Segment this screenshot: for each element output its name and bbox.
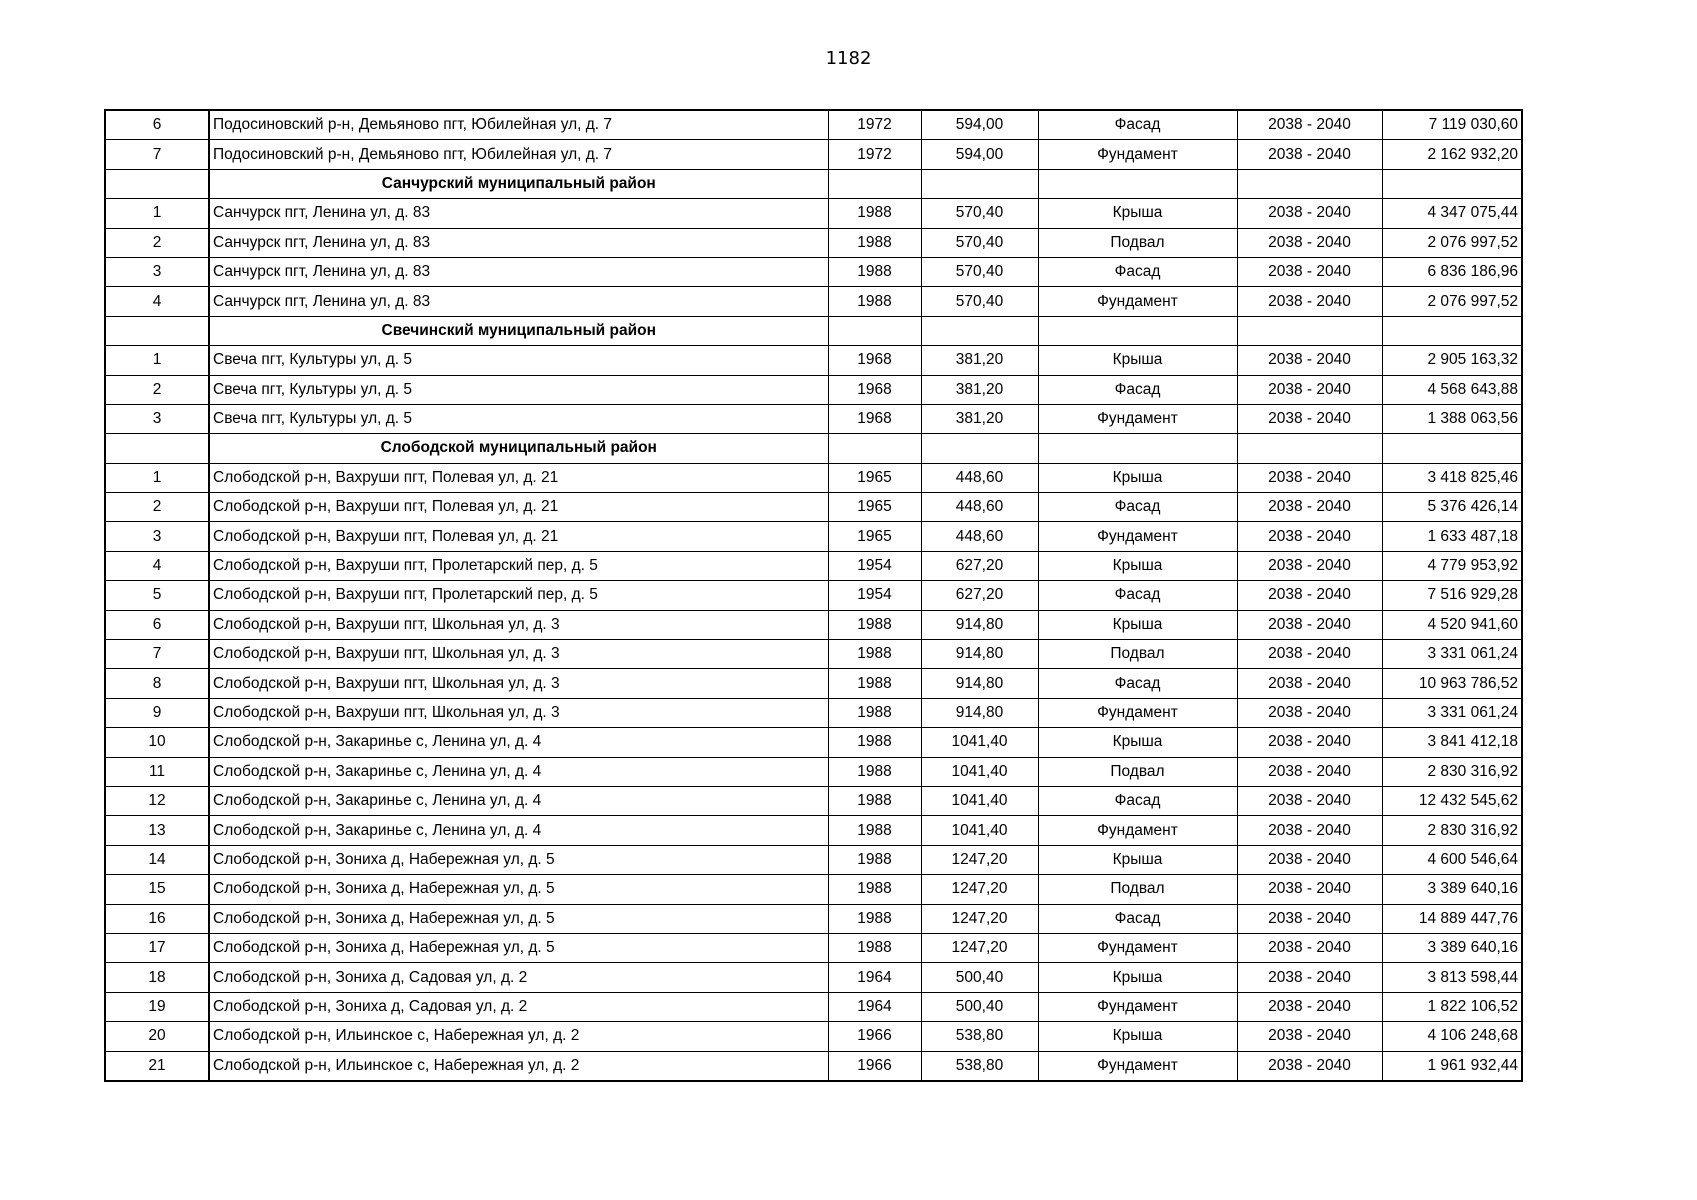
- area-cell: 570,40: [921, 257, 1038, 286]
- cost-cell: 4 520 941,60: [1382, 610, 1522, 639]
- table-row: [105, 1022, 1522, 1051]
- period-cell: 2038 - 2040: [1237, 1022, 1382, 1051]
- address-cell: Слободской р-н, Зониха д, Садовая ул, д. 2: [209, 992, 828, 1021]
- table-row: [105, 375, 1522, 404]
- cost-cell: 3 331 061,24: [1382, 640, 1522, 669]
- table-row: [105, 963, 1522, 992]
- district-header-row: [105, 316, 1522, 345]
- work-type-cell: Фундамент: [1038, 287, 1237, 316]
- area-cell: 1247,20: [921, 845, 1038, 874]
- area-cell: 500,40: [921, 963, 1038, 992]
- area-cell: 1041,40: [921, 757, 1038, 786]
- work-type-cell: Фасад: [1038, 904, 1237, 933]
- row-number-cell: 6: [105, 610, 209, 639]
- table-row: [105, 257, 1522, 286]
- work-type-cell: Фасад: [1038, 375, 1237, 404]
- table-row: [105, 728, 1522, 757]
- address-cell: Слободской р-н, Закаринье с, Ленина ул, д. 4: [209, 786, 828, 815]
- row-number-cell: 7: [105, 140, 209, 169]
- period-cell: 2038 - 2040: [1237, 933, 1382, 962]
- row-number-cell: [105, 169, 209, 198]
- year-cell: 1988: [828, 287, 921, 316]
- cost-cell: 7 119 030,60: [1382, 110, 1522, 140]
- cost-cell: 4 600 546,64: [1382, 845, 1522, 874]
- period-cell: 2038 - 2040: [1237, 404, 1382, 433]
- year-cell: 1988: [828, 786, 921, 815]
- address-cell: Слободской р-н, Вахруши пгт, Школьная ул, д. 3: [209, 640, 828, 669]
- period-cell: [1237, 434, 1382, 463]
- cost-cell: 2 830 316,92: [1382, 816, 1522, 845]
- address-cell: Слободской р-н, Закаринье с, Ленина ул, д. 4: [209, 728, 828, 757]
- table-row: [105, 640, 1522, 669]
- year-cell: 1988: [828, 257, 921, 286]
- row-number-cell: 1: [105, 463, 209, 492]
- cost-cell: 1 961 932,44: [1382, 1051, 1522, 1081]
- table-row: [105, 786, 1522, 815]
- table-row: [105, 875, 1522, 904]
- table-row: [105, 845, 1522, 874]
- area-cell: 594,00: [921, 140, 1038, 169]
- cost-cell: [1382, 169, 1522, 198]
- address-cell: Слободской р-н, Зониха д, Набережная ул, д. 5: [209, 904, 828, 933]
- row-number-cell: 3: [105, 257, 209, 286]
- period-cell: 2038 - 2040: [1237, 581, 1382, 610]
- address-cell: Подосиновский р-н, Демьяново пгт, Юбилейная ул, д. 7: [209, 140, 828, 169]
- work-type-cell: Подвал: [1038, 875, 1237, 904]
- address-cell: Слободской р-н, Вахруши пгт, Полевая ул, д. 21: [209, 522, 828, 551]
- period-cell: 2038 - 2040: [1237, 698, 1382, 727]
- year-cell: 1968: [828, 375, 921, 404]
- work-type-cell: Подвал: [1038, 228, 1237, 257]
- table-row: [105, 287, 1522, 316]
- table-row: [105, 522, 1522, 551]
- period-cell: 2038 - 2040: [1237, 992, 1382, 1021]
- row-number-cell: 8: [105, 669, 209, 698]
- work-type-cell: Фасад: [1038, 493, 1237, 522]
- address-cell: Слободской р-н, Зониха д, Набережная ул, д. 5: [209, 875, 828, 904]
- row-number-cell: 21: [105, 1051, 209, 1081]
- address-cell: Слободской р-н, Ильинское с, Набережная ул, д. 2: [209, 1051, 828, 1081]
- area-cell: 1041,40: [921, 816, 1038, 845]
- work-type-cell: Крыша: [1038, 728, 1237, 757]
- address-cell: Санчурск пгт, Ленина ул, д. 83: [209, 257, 828, 286]
- cost-cell: [1382, 434, 1522, 463]
- area-cell: 381,20: [921, 404, 1038, 433]
- address-cell: Свеча пгт, Культуры ул, д. 5: [209, 346, 828, 375]
- table-row: [105, 404, 1522, 433]
- work-type-cell: Крыша: [1038, 346, 1237, 375]
- area-cell: 1247,20: [921, 875, 1038, 904]
- period-cell: 2038 - 2040: [1237, 140, 1382, 169]
- address-cell: Слободской р-н, Закаринье с, Ленина ул, д. 4: [209, 757, 828, 786]
- area-cell: 381,20: [921, 375, 1038, 404]
- work-type-cell: Крыша: [1038, 463, 1237, 492]
- cost-cell: 1 822 106,52: [1382, 992, 1522, 1021]
- address-cell: Слободской р-н, Зониха д, Набережная ул, д. 5: [209, 933, 828, 962]
- address-cell: Слободской р-н, Ильинское с, Набережная ул, д. 2: [209, 1022, 828, 1051]
- table-row: [105, 463, 1522, 492]
- period-cell: 2038 - 2040: [1237, 375, 1382, 404]
- area-cell: 914,80: [921, 698, 1038, 727]
- cost-cell: 4 779 953,92: [1382, 551, 1522, 580]
- year-cell: 1988: [828, 933, 921, 962]
- table-row: [105, 581, 1522, 610]
- district-title: Свечинский муниципальный район: [209, 316, 828, 345]
- period-cell: [1237, 169, 1382, 198]
- period-cell: 2038 - 2040: [1237, 640, 1382, 669]
- table-row: [105, 1051, 1522, 1081]
- cost-cell: 2 076 997,52: [1382, 228, 1522, 257]
- district-title: Санчурский муниципальный район: [209, 169, 828, 198]
- repair-schedule-table: [104, 109, 1523, 1082]
- district-header-row: [105, 169, 1522, 198]
- year-cell: 1954: [828, 581, 921, 610]
- year-cell: 1988: [828, 669, 921, 698]
- work-type-cell: Фундамент: [1038, 816, 1237, 845]
- period-cell: 2038 - 2040: [1237, 669, 1382, 698]
- cost-cell: 2 162 932,20: [1382, 140, 1522, 169]
- address-cell: Слободской р-н, Вахруши пгт, Пролетарский пер, д. 5: [209, 581, 828, 610]
- cost-cell: 3 389 640,16: [1382, 875, 1522, 904]
- cost-cell: 3 418 825,46: [1382, 463, 1522, 492]
- row-number-cell: 2: [105, 228, 209, 257]
- area-cell: 627,20: [921, 581, 1038, 610]
- table-row: [105, 698, 1522, 727]
- period-cell: 2038 - 2040: [1237, 728, 1382, 757]
- cost-cell: 14 889 447,76: [1382, 904, 1522, 933]
- cost-cell: 2 905 163,32: [1382, 346, 1522, 375]
- area-cell: 381,20: [921, 346, 1038, 375]
- year-cell: 1972: [828, 110, 921, 140]
- cost-cell: 12 432 545,62: [1382, 786, 1522, 815]
- table-row: [105, 493, 1522, 522]
- address-cell: Санчурск пгт, Ленина ул, д. 83: [209, 228, 828, 257]
- row-number-cell: 13: [105, 816, 209, 845]
- area-cell: [921, 169, 1038, 198]
- table-row: [105, 551, 1522, 580]
- area-cell: 1247,20: [921, 933, 1038, 962]
- year-cell: 1968: [828, 404, 921, 433]
- table-row: [105, 140, 1522, 169]
- cost-cell: 6 836 186,96: [1382, 257, 1522, 286]
- row-number-cell: 20: [105, 1022, 209, 1051]
- period-cell: 2038 - 2040: [1237, 257, 1382, 286]
- row-number-cell: [105, 434, 209, 463]
- row-number-cell: 15: [105, 875, 209, 904]
- area-cell: 1247,20: [921, 904, 1038, 933]
- area-cell: 570,40: [921, 287, 1038, 316]
- work-type-cell: Крыша: [1038, 610, 1237, 639]
- table-row: [105, 199, 1522, 228]
- work-type-cell: Крыша: [1038, 199, 1237, 228]
- cost-cell: 3 389 640,16: [1382, 933, 1522, 962]
- row-number-cell: 19: [105, 992, 209, 1021]
- address-cell: Слободской р-н, Вахруши пгт, Школьная ул, д. 3: [209, 669, 828, 698]
- work-type-cell: Фасад: [1038, 786, 1237, 815]
- address-cell: Свеча пгт, Культуры ул, д. 5: [209, 404, 828, 433]
- period-cell: 2038 - 2040: [1237, 228, 1382, 257]
- address-cell: Слободской р-н, Зониха д, Набережная ул, д. 5: [209, 845, 828, 874]
- row-number-cell: 9: [105, 698, 209, 727]
- address-cell: Слободской р-н, Вахруши пгт, Пролетарский пер, д. 5: [209, 551, 828, 580]
- work-type-cell: Подвал: [1038, 757, 1237, 786]
- row-number-cell: 3: [105, 522, 209, 551]
- work-type-cell: Крыша: [1038, 963, 1237, 992]
- year-cell: 1988: [828, 904, 921, 933]
- address-cell: Санчурск пгт, Ленина ул, д. 83: [209, 199, 828, 228]
- cost-cell: 1 633 487,18: [1382, 522, 1522, 551]
- row-number-cell: 10: [105, 728, 209, 757]
- year-cell: 1965: [828, 493, 921, 522]
- row-number-cell: 5: [105, 581, 209, 610]
- area-cell: 570,40: [921, 228, 1038, 257]
- period-cell: [1237, 316, 1382, 345]
- area-cell: 570,40: [921, 199, 1038, 228]
- year-cell: [828, 169, 921, 198]
- row-number-cell: 7: [105, 640, 209, 669]
- year-cell: 1988: [828, 199, 921, 228]
- address-cell: Слободской р-н, Вахруши пгт, Полевая ул, д. 21: [209, 493, 828, 522]
- year-cell: 1988: [828, 610, 921, 639]
- year-cell: 1964: [828, 992, 921, 1021]
- row-number-cell: 3: [105, 404, 209, 433]
- year-cell: [828, 434, 921, 463]
- area-cell: 500,40: [921, 992, 1038, 1021]
- cost-cell: 7 516 929,28: [1382, 581, 1522, 610]
- area-cell: 627,20: [921, 551, 1038, 580]
- work-type-cell: Фасад: [1038, 110, 1237, 140]
- row-number-cell: 14: [105, 845, 209, 874]
- row-number-cell: 2: [105, 493, 209, 522]
- row-number-cell: 6: [105, 110, 209, 140]
- row-number-cell: 2: [105, 375, 209, 404]
- year-cell: 1988: [828, 757, 921, 786]
- address-cell: Слободской р-н, Вахруши пгт, Школьная ул, д. 3: [209, 610, 828, 639]
- work-type-cell: Фундамент: [1038, 404, 1237, 433]
- work-type-cell: Фасад: [1038, 257, 1237, 286]
- row-number-cell: 1: [105, 199, 209, 228]
- cost-cell: 3 331 061,24: [1382, 698, 1522, 727]
- work-type-cell: [1038, 316, 1237, 345]
- year-cell: 1988: [828, 728, 921, 757]
- cost-cell: [1382, 316, 1522, 345]
- table-row: [105, 110, 1522, 140]
- period-cell: 2038 - 2040: [1237, 110, 1382, 140]
- address-cell: Слободской р-н, Зониха д, Садовая ул, д. 2: [209, 963, 828, 992]
- period-cell: 2038 - 2040: [1237, 610, 1382, 639]
- period-cell: 2038 - 2040: [1237, 786, 1382, 815]
- row-number-cell: 16: [105, 904, 209, 933]
- year-cell: 1964: [828, 963, 921, 992]
- cost-cell: 10 963 786,52: [1382, 669, 1522, 698]
- address-cell: Слободской р-н, Вахруши пгт, Полевая ул, д. 21: [209, 463, 828, 492]
- period-cell: 2038 - 2040: [1237, 757, 1382, 786]
- area-cell: 914,80: [921, 640, 1038, 669]
- period-cell: 2038 - 2040: [1237, 346, 1382, 375]
- row-number-cell: 12: [105, 786, 209, 815]
- year-cell: 1988: [828, 845, 921, 874]
- year-cell: 1966: [828, 1022, 921, 1051]
- row-number-cell: 17: [105, 933, 209, 962]
- address-cell: Слободской р-н, Закаринье с, Ленина ул, д. 4: [209, 816, 828, 845]
- work-type-cell: Фундамент: [1038, 933, 1237, 962]
- area-cell: [921, 434, 1038, 463]
- table-row: [105, 610, 1522, 639]
- address-cell: Слободской р-н, Вахруши пгт, Школьная ул, д. 3: [209, 698, 828, 727]
- row-number-cell: 1: [105, 346, 209, 375]
- table-body: [105, 110, 1522, 1081]
- address-cell: Свеча пгт, Культуры ул, д. 5: [209, 375, 828, 404]
- address-cell: Санчурск пгт, Ленина ул, д. 83: [209, 287, 828, 316]
- year-cell: 1972: [828, 140, 921, 169]
- area-cell: 448,60: [921, 522, 1038, 551]
- page-number: 1182: [825, 48, 872, 69]
- year-cell: 1988: [828, 875, 921, 904]
- period-cell: 2038 - 2040: [1237, 904, 1382, 933]
- period-cell: 2038 - 2040: [1237, 963, 1382, 992]
- table-row: [105, 933, 1522, 962]
- area-cell: 914,80: [921, 669, 1038, 698]
- period-cell: 2038 - 2040: [1237, 875, 1382, 904]
- row-number-cell: 11: [105, 757, 209, 786]
- cost-cell: 2 830 316,92: [1382, 757, 1522, 786]
- work-type-cell: Крыша: [1038, 845, 1237, 874]
- period-cell: 2038 - 2040: [1237, 816, 1382, 845]
- table-row: [105, 669, 1522, 698]
- period-cell: 2038 - 2040: [1237, 463, 1382, 492]
- cost-cell: 4 347 075,44: [1382, 199, 1522, 228]
- table-row: [105, 757, 1522, 786]
- area-cell: 538,80: [921, 1022, 1038, 1051]
- period-cell: 2038 - 2040: [1237, 199, 1382, 228]
- area-cell: 1041,40: [921, 786, 1038, 815]
- table-row: [105, 904, 1522, 933]
- row-number-cell: 4: [105, 287, 209, 316]
- period-cell: 2038 - 2040: [1237, 1051, 1382, 1081]
- area-cell: 1041,40: [921, 728, 1038, 757]
- district-title: Слободской муниципальный район: [209, 434, 828, 463]
- work-type-cell: Фундамент: [1038, 698, 1237, 727]
- area-cell: 448,60: [921, 463, 1038, 492]
- year-cell: 1988: [828, 698, 921, 727]
- period-cell: 2038 - 2040: [1237, 493, 1382, 522]
- year-cell: 1965: [828, 463, 921, 492]
- year-cell: 1988: [828, 228, 921, 257]
- cost-cell: 4 568 643,88: [1382, 375, 1522, 404]
- area-cell: [921, 316, 1038, 345]
- cost-cell: 1 388 063,56: [1382, 404, 1522, 433]
- year-cell: 1965: [828, 522, 921, 551]
- area-cell: 594,00: [921, 110, 1038, 140]
- cost-cell: 5 376 426,14: [1382, 493, 1522, 522]
- table-row: [105, 992, 1522, 1021]
- period-cell: 2038 - 2040: [1237, 845, 1382, 874]
- table-row: [105, 346, 1522, 375]
- work-type-cell: Крыша: [1038, 1022, 1237, 1051]
- cost-cell: 3 813 598,44: [1382, 963, 1522, 992]
- table-row: [105, 228, 1522, 257]
- work-type-cell: Крыша: [1038, 551, 1237, 580]
- work-type-cell: Фундамент: [1038, 992, 1237, 1021]
- period-cell: 2038 - 2040: [1237, 287, 1382, 316]
- work-type-cell: [1038, 434, 1237, 463]
- area-cell: 448,60: [921, 493, 1038, 522]
- year-cell: 1954: [828, 551, 921, 580]
- district-header-row: [105, 434, 1522, 463]
- row-number-cell: 18: [105, 963, 209, 992]
- year-cell: 1988: [828, 640, 921, 669]
- year-cell: [828, 316, 921, 345]
- work-type-cell: Фасад: [1038, 669, 1237, 698]
- work-type-cell: Фасад: [1038, 581, 1237, 610]
- work-type-cell: Фундамент: [1038, 522, 1237, 551]
- work-type-cell: Фундамент: [1038, 1051, 1237, 1081]
- area-cell: 914,80: [921, 610, 1038, 639]
- row-number-cell: [105, 316, 209, 345]
- row-number-cell: 4: [105, 551, 209, 580]
- table-row: [105, 816, 1522, 845]
- area-cell: 538,80: [921, 1051, 1038, 1081]
- work-type-cell: Фундамент: [1038, 140, 1237, 169]
- year-cell: 1966: [828, 1051, 921, 1081]
- work-type-cell: [1038, 169, 1237, 198]
- period-cell: 2038 - 2040: [1237, 522, 1382, 551]
- cost-cell: 3 841 412,18: [1382, 728, 1522, 757]
- period-cell: 2038 - 2040: [1237, 551, 1382, 580]
- cost-cell: 2 076 997,52: [1382, 287, 1522, 316]
- year-cell: 1968: [828, 346, 921, 375]
- address-cell: Подосиновский р-н, Демьяново пгт, Юбилейная ул, д. 7: [209, 110, 828, 140]
- cost-cell: 4 106 248,68: [1382, 1022, 1522, 1051]
- work-type-cell: Подвал: [1038, 640, 1237, 669]
- year-cell: 1988: [828, 816, 921, 845]
